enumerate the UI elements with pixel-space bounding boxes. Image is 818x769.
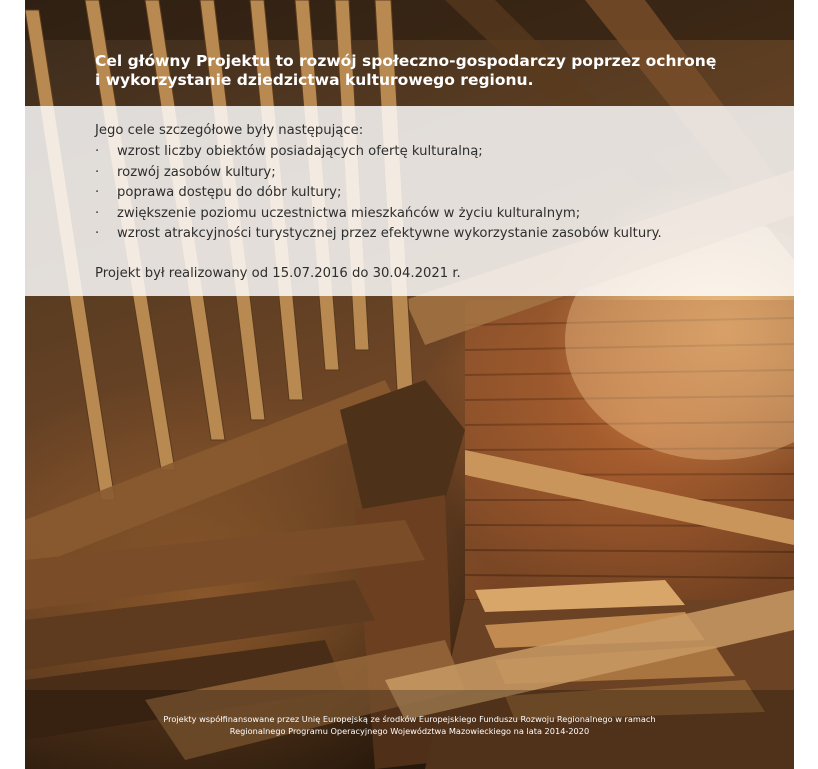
objective-text: wzrost atrakcyjności turystycznej przez efektywne wykorzystanie zasobów kultury.: [117, 226, 662, 241]
poster: [25, 0, 794, 769]
objective-text: wzrost liczby obiektów posiadających ofertę kulturalną;: [117, 144, 483, 159]
objective-text: rozwój zasobów kultury;: [117, 164, 276, 180]
objectives-panel: [25, 106, 794, 296]
cofinancing-line-2: Regionalnego Programu Operacyjnego Województwa Mazowieckiego na lata 2014-2020: [229, 726, 590, 736]
cofinancing-line-1: Projekty współfinansowane przez Unię Europejską ze środków Europejskiego Funduszu Rozwoju Regionalnego w ramach: [163, 714, 656, 724]
bullet: ·: [95, 185, 100, 200]
bullet: ·: [95, 205, 100, 221]
main-goal-line-2: i wykorzystanie dziedzictwa kulturowego regionu.: [95, 71, 534, 89]
main-goal-line-1: Cel główny Projektu to rozwój społeczno-gospodarczy poprzez ochronę: [95, 52, 717, 70]
objective-text: poprawa dostępu do dóbr kultury;: [117, 185, 342, 200]
list-item: [95, 224, 662, 245]
list-item: [95, 163, 662, 184]
cofinancing-note: [25, 713, 794, 737]
list-item: [95, 142, 662, 163]
objectives-intro: Jego cele szczegółowe były następujące:: [95, 123, 364, 138]
bullet: ·: [95, 144, 100, 159]
project-period: Projekt był realizowany od 15.07.2016 do 30.04.2021 r.: [95, 266, 461, 281]
bullet: ·: [95, 226, 100, 241]
list-item: [95, 204, 662, 225]
list-item: [95, 183, 662, 204]
objectives-list: [95, 142, 662, 245]
main-goal-heading: [95, 52, 755, 90]
objective-text: zwiększenie poziomu uczestnictwa mieszkańców w życiu kulturalnym;: [117, 205, 581, 221]
bullet: ·: [95, 164, 100, 180]
